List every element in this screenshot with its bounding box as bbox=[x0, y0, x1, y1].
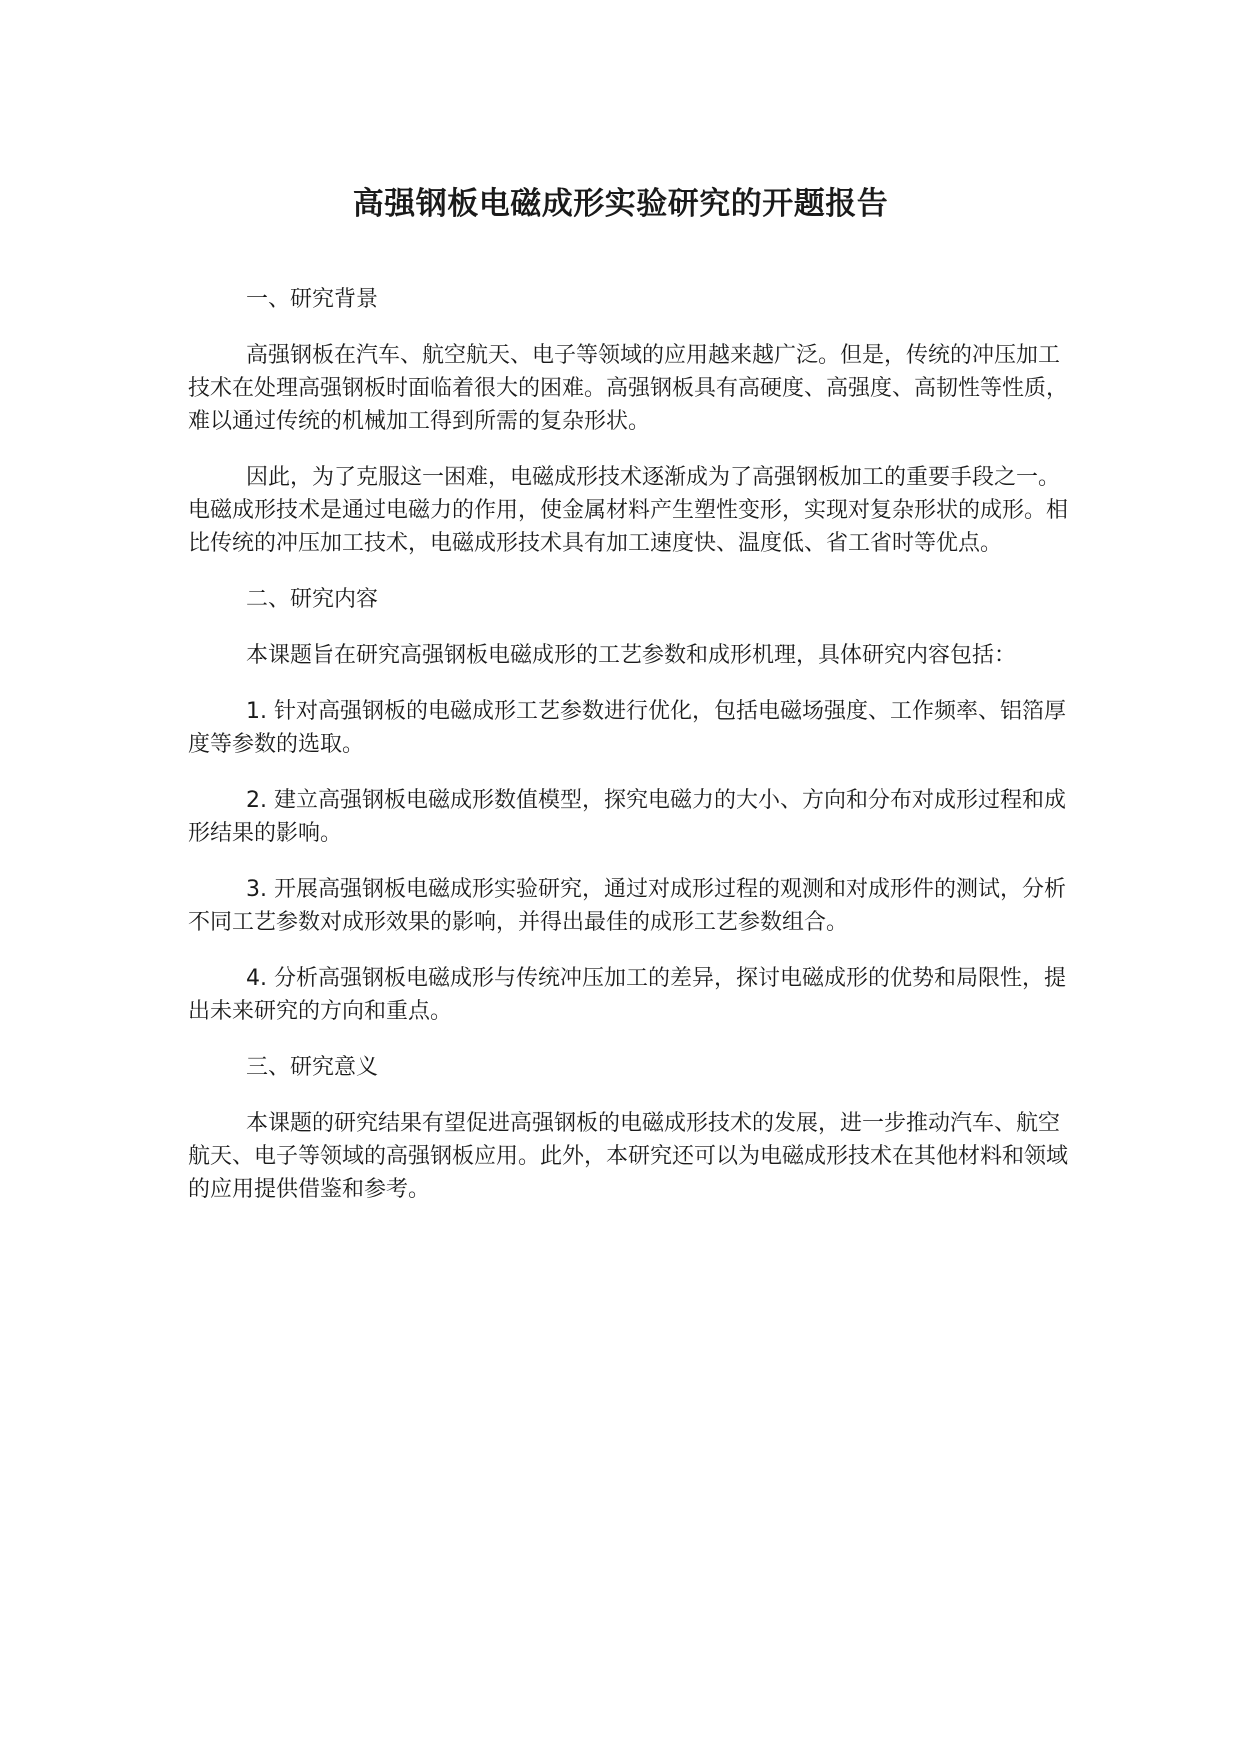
document-title: 高强钢板电磁成形实验研究的开题报告 bbox=[352, 186, 889, 222]
section-heading-significance: 三、研究意义 bbox=[246, 1055, 379, 1080]
list-item-content-4: 4. 分析高强钢板电磁成形与传统冲压加工的差异，探讨电磁成形的优势和局限性，提出未来研究的方向和重点。 bbox=[188, 966, 1066, 1024]
list-item-content-1: 1. 针对高强钢板的电磁成形工艺参数进行优化，包括电磁场强度、工作频率、铝箔厚度等参数的选取。 bbox=[188, 699, 1066, 757]
paragraph-content-intro: 本课题旨在研究高强钢板电磁成形的工艺参数和成形机理，具体研究内容包括： bbox=[246, 643, 1017, 668]
paragraph-background-2: 因此，为了克服这一困难，电磁成形技术逐渐成为了高强钢板加工的重要手段之一。电磁成形技术是通过电磁力的作用，使金属材料产生塑性变形，实现对复杂形状的成形。相比传统的冲压加工技术，电磁成形技术具有加工速度快、温度低、省工省时等优点。 bbox=[188, 465, 1069, 556]
paragraph-background-1: 高强钢板在汽车、航空航天、电子等领域的应用越来越广泛。但是，传统的冲压加工技术在处理高强钢板时面临着很大的困难。高强钢板具有高硬度、高强度、高韧性等性质，难以通过传统的机械加工得到所需的复杂形状。 bbox=[188, 343, 1069, 434]
section-heading-background: 一、研究背景 bbox=[246, 287, 379, 312]
section-heading-content: 二、研究内容 bbox=[246, 587, 379, 612]
list-item-content-2: 2. 建立高强钢板电磁成形数值模型，探究电磁力的大小、方向和分布对成形过程和成形结果的影响。 bbox=[188, 788, 1066, 846]
paragraph-significance: 本课题的研究结果有望促进高强钢板的电磁成形技术的发展，进一步推动汽车、航空航天、电子等领域的高强钢板应用。此外，本研究还可以为电磁成形技术在其他材料和领域的应用提供借鉴和参考。 bbox=[188, 1111, 1069, 1202]
document-body bbox=[188, 283, 1068, 1229]
list-item-content-3: 3. 开展高强钢板电磁成形实验研究，通过对成形过程的观测和对成形件的测试，分析不同工艺参数对成形效果的影响，并得出最佳的成形工艺参数组合。 bbox=[188, 877, 1066, 935]
